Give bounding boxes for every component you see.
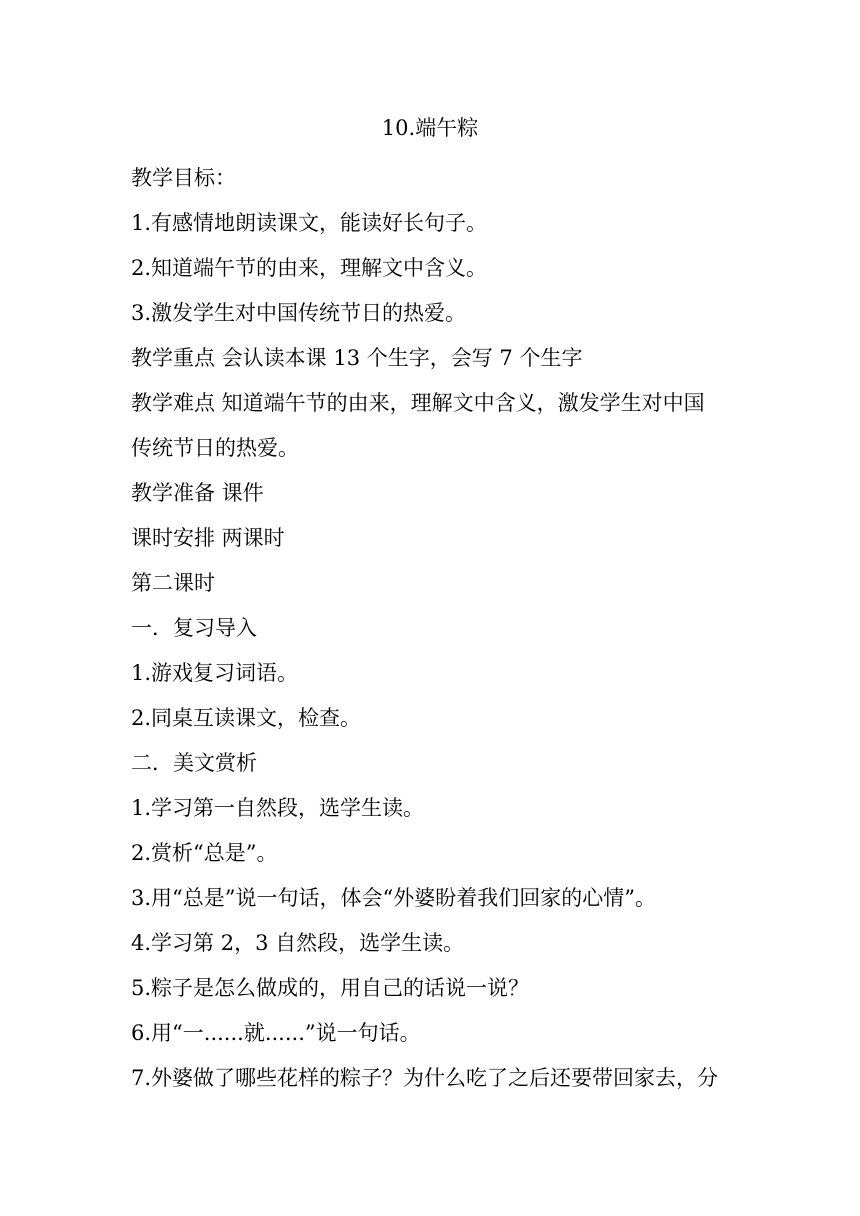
text-line: 4.学习第 2，3 自然段，选学生读。 (131, 931, 465, 955)
text-line: 传统节日的热爱。 (131, 436, 299, 460)
text-line: 2.知道端午节的由来，理解文中含义。 (131, 256, 488, 280)
text-line: 教学目标： (131, 166, 236, 190)
text-line: 2.同桌互读课文，检查。 (131, 706, 362, 730)
document-body (131, 156, 741, 1101)
text-line: 二．美文赏析 (131, 751, 257, 775)
text-line: 3.用“总是”说一句话，体会“外婆盼着我们回家的心情”。 (131, 886, 656, 910)
text-line: 2.赏析“总是”。 (131, 841, 278, 865)
text-line: 教学难点 知道端午节的由来，理解文中含义，激发学生对中国 (131, 391, 705, 415)
document-title: 10.端午粽 (381, 116, 479, 140)
text-line: 课时安排 两课时 (131, 526, 285, 550)
text-line: 教学准备 课件 (131, 481, 264, 505)
text-line: 1.游戏复习词语。 (131, 661, 299, 685)
text-line: 第二课时 (131, 571, 215, 595)
text-line: 一．复习导入 (131, 616, 257, 640)
text-line: 6.用“一......就......”说一句话。 (131, 1021, 421, 1045)
text-line: 7.外婆做了哪些花样的粽子？为什么吃了之后还要带回家去，分 (131, 1066, 719, 1090)
text-line: 3.激发学生对中国传统节日的热爱。 (131, 301, 467, 325)
text-line: 1.有感情地朗读课文，能读好长句子。 (131, 211, 488, 235)
text-line: 5.粽子是怎么做成的，用自己的话说一说？ (131, 976, 530, 1000)
text-line: 1.学习第一自然段，选学生读。 (131, 796, 425, 820)
text-line: 教学重点 会认读本课 13 个生字，会写 7 个生字 (131, 346, 583, 370)
